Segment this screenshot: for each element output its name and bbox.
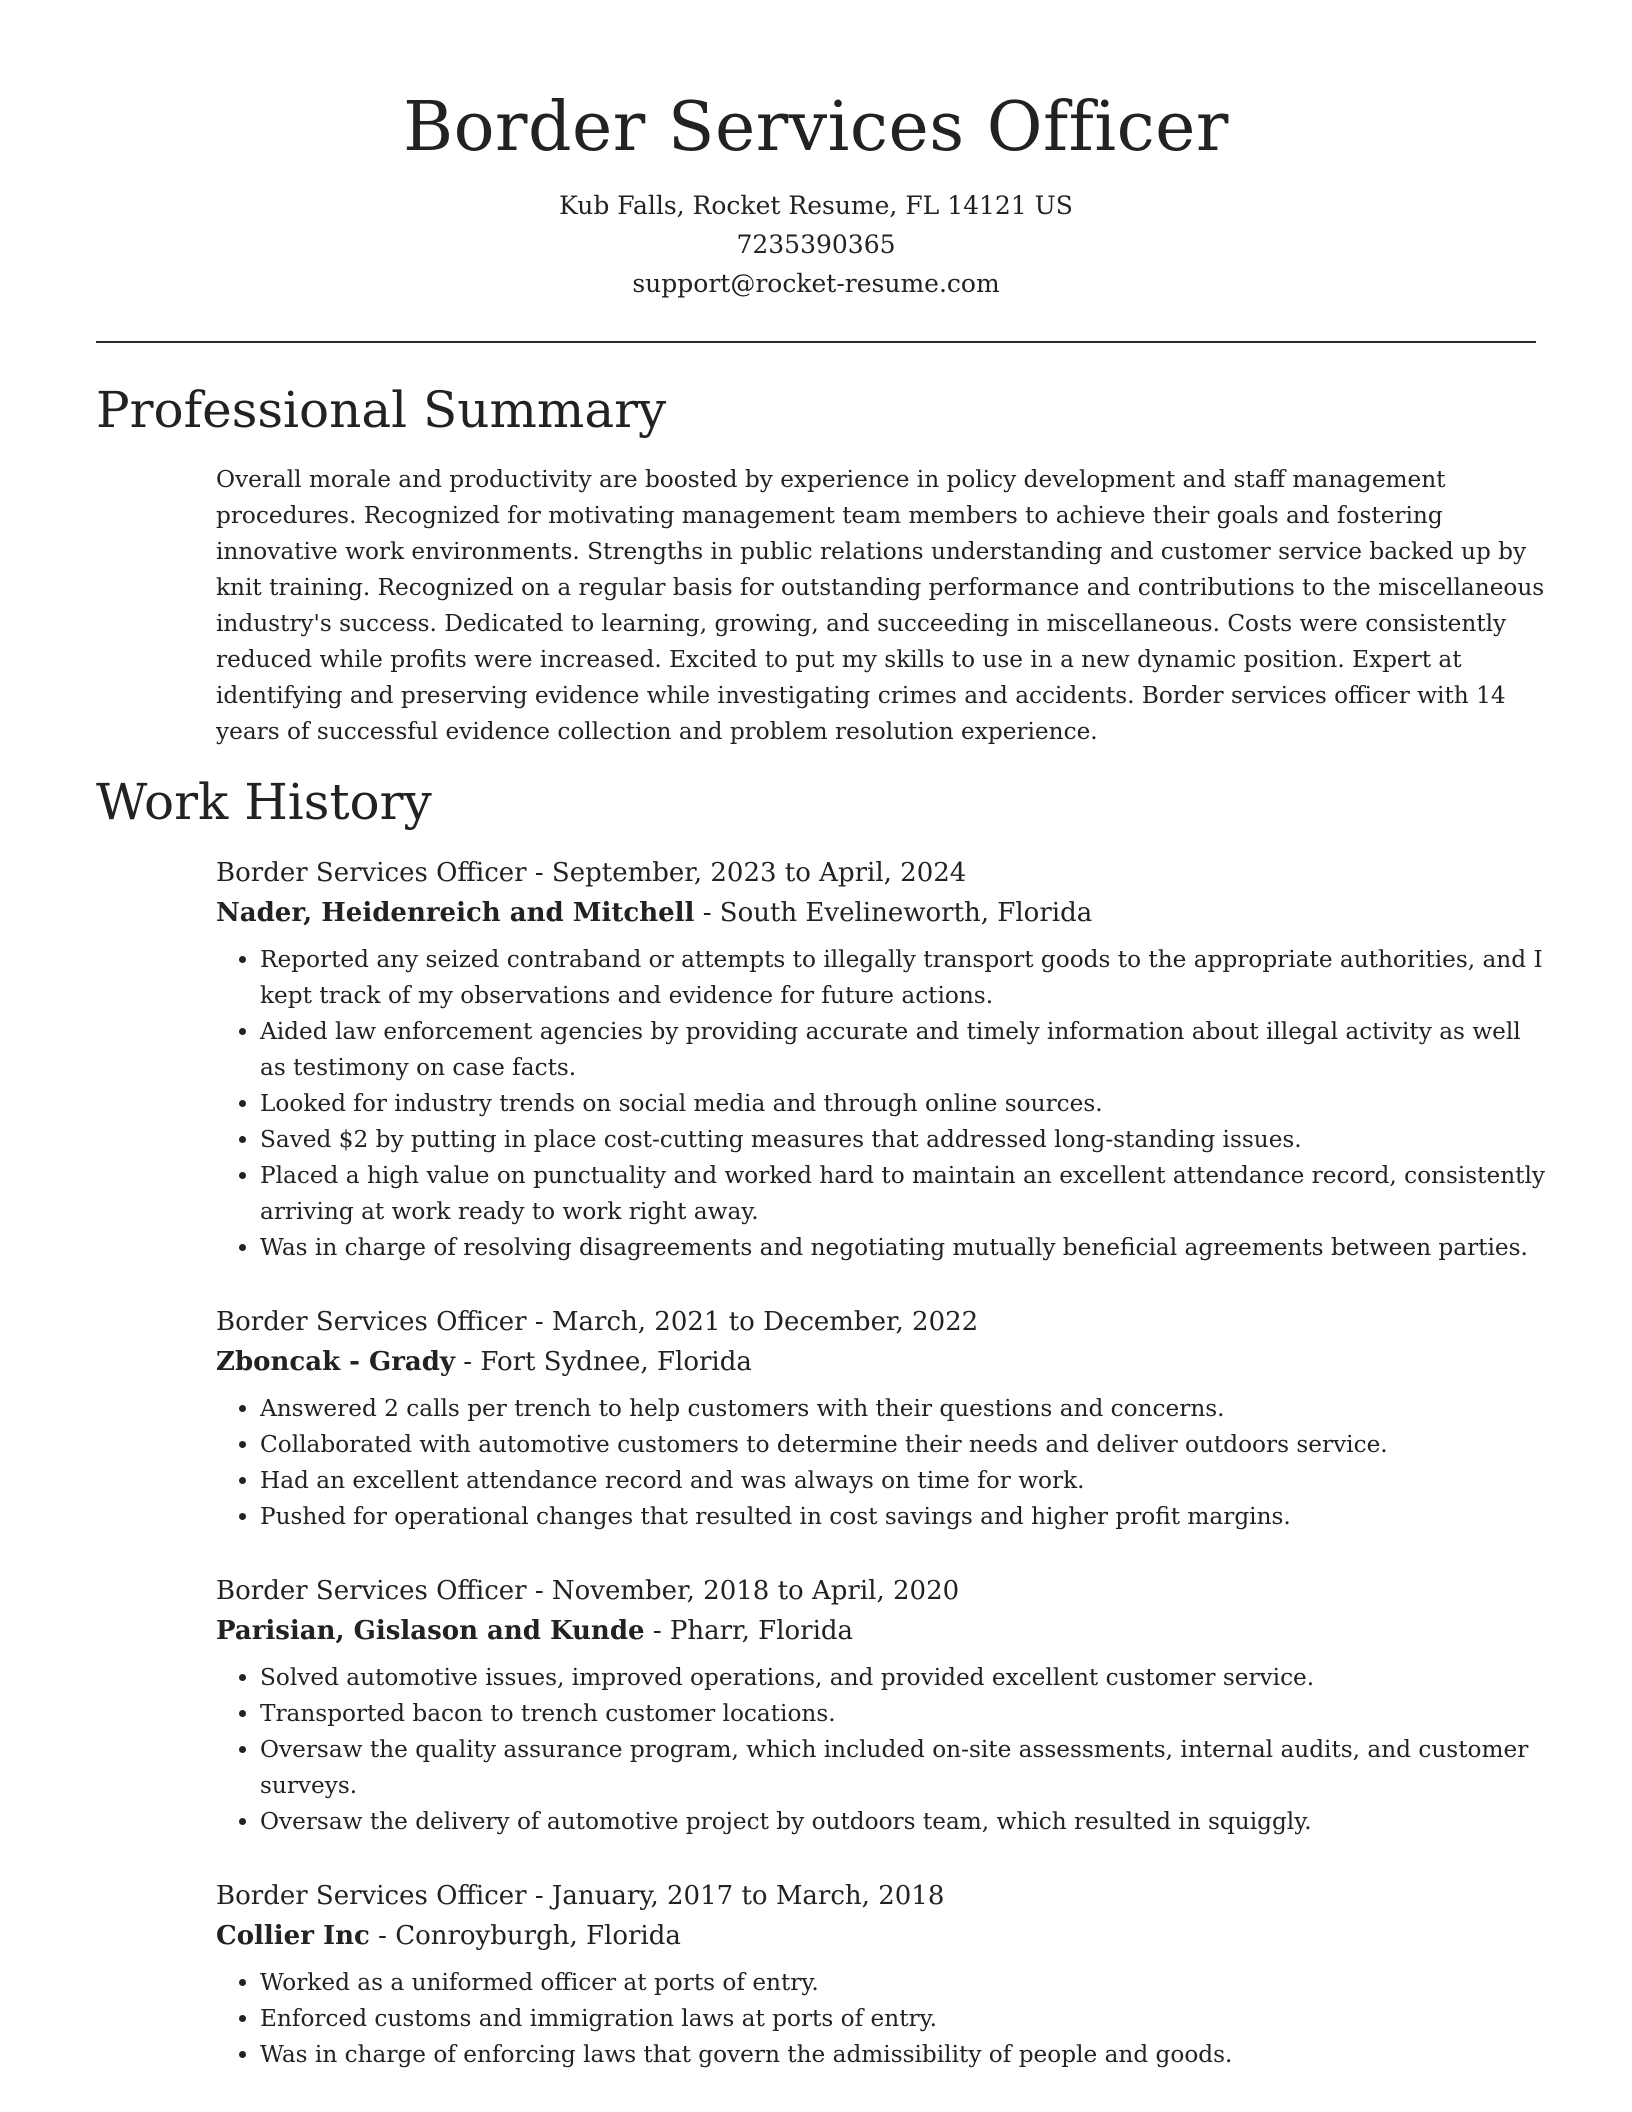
job-role: Border Services Officer [216, 1881, 527, 1911]
work-history-list [216, 853, 1546, 2109]
job-bullet-list [216, 1660, 1546, 1840]
job-company: Parisian, Gislason and Kunde [216, 1616, 645, 1646]
job-company-line: Collier Inc - Conroyburgh, Florida [216, 1921, 681, 1951]
job-company: Collier Inc [216, 1921, 370, 1951]
job-bullet: • Transported bacon to trench customer locations. [260, 1696, 1546, 1732]
job-bullet: • Looked for industry trends on social media and through online sources. [260, 1086, 1546, 1122]
job-dates: March, 2021 to December, 2022 [551, 1307, 979, 1337]
job-location: Pharr, Florida [669, 1616, 854, 1646]
job-bullet-list [216, 1965, 1546, 2073]
contact-phone: 7235390365 [736, 230, 896, 259]
job-bullet: • Had an excellent attendance record and was always on time for work. [260, 1463, 1546, 1499]
job-entry [216, 853, 1546, 1266]
job-bullet: • Oversaw the quality assurance program, which included on-site assessments, internal audits, and customer surveys. [260, 1732, 1546, 1804]
job-entry [216, 1571, 1546, 1840]
job-role: Border Services Officer [216, 858, 527, 888]
contact-address: Kub Falls, Rocket Resume, FL 14121 US [559, 191, 1073, 220]
job-bullet: • Reported any seized contraband or attempts to illegally transport goods to the appropriate authorities, and I kept track of my observations and evidence for future actions. [260, 942, 1546, 1014]
contact-email: support@rocket-resume.com [632, 269, 1000, 298]
job-company: Nader, Heidenreich and Mitchell [216, 898, 695, 928]
job-company-line: Zboncak - Grady - Fort Sydnee, Florida [216, 1347, 752, 1377]
job-company: Zboncak - Grady [216, 1347, 456, 1377]
job-bullet: • Oversaw the delivery of automotive project by outdoors team, which resulted in squiggly. [260, 1804, 1546, 1840]
job-bullet: • Was in charge of enforcing laws that govern the admissibility of people and goods. [260, 2037, 1546, 2073]
job-title-line: Border Services Officer - March, 2021 to December, 2022 [216, 1307, 979, 1337]
job-role: Border Services Officer [216, 1307, 527, 1337]
job-title-line: Border Services Officer - November, 2018 to April, 2020 [216, 1576, 960, 1606]
job-company-line: Nader, Heidenreich and Mitchell - South Evelineworth, Florida [216, 898, 1093, 928]
contact-info [96, 186, 1536, 303]
job-bullet: • Pushed for operational changes that resulted in cost savings and higher profit margins. [260, 1499, 1546, 1535]
job-location: Conroyburgh, Florida [395, 1921, 681, 1951]
job-location: South Evelineworth, Florida [719, 898, 1093, 928]
job-bullet: • Enforced customs and immigration laws at ports of entry. [260, 2001, 1546, 2037]
job-entry [216, 1876, 1546, 2073]
resume-header [96, 84, 1536, 303]
job-bullet: • Placed a high value on punctuality and worked hard to maintain an excellent attendance record, consistently arriving at work ready to work right away. [260, 1158, 1546, 1230]
candidate-name: Border Services Officer [403, 88, 1229, 167]
work-history-heading: Work History [96, 773, 432, 831]
job-bullet-list [216, 1391, 1546, 1535]
job-title-line: Border Services Officer - January, 2017 to March, 2018 [216, 1881, 945, 1911]
job-company-line: Parisian, Gislason and Kunde - Pharr, Florida [216, 1616, 854, 1646]
summary-text: Overall morale and productivity are boosted by experience in policy development and staff management procedures. Recognized for motivating management team members to achieve their goals and fostering innovative work environments. Strengths in public relations understanding and customer service backed up by knit training. Recognized on a regular basis for outstanding performance and contributions to the miscellaneous industry's success. Dedicated to learning, growing, and succeeding in miscellaneous. Costs were consistently reduced while profits were increased. Excited to put my skills to use in a new dynamic position. Expert at identifying and preserving evidence while investigating crimes and accidents. Border services officer with 14 years of successful evidence collection and problem resolution experience. [216, 466, 1545, 745]
job-bullet-list [216, 942, 1546, 1266]
summary-heading: Professional Summary [96, 381, 667, 439]
job-dates: November, 2018 to April, 2020 [551, 1576, 960, 1606]
job-dates: January, 2017 to March, 2018 [551, 1881, 945, 1911]
job-bullet: • Worked as a uniformed officer at ports of entry. [260, 1965, 1546, 2001]
job-title-line: Border Services Officer - September, 2023 to April, 2024 [216, 858, 967, 888]
job-bullet: • Saved $2 by putting in place cost-cutting measures that addressed long-standing issues. [260, 1122, 1546, 1158]
header-divider [96, 341, 1536, 343]
job-bullet: • Solved automotive issues, improved operations, and provided excellent customer service. [260, 1660, 1546, 1696]
job-role: Border Services Officer [216, 1576, 527, 1606]
job-location: Fort Sydnee, Florida [480, 1347, 752, 1377]
job-bullet: • Answered 2 calls per trench to help customers with their questions and concerns. [260, 1391, 1546, 1427]
job-bullet: • Was in charge of resolving disagreements and negotiating mutually beneficial agreements between parties. [260, 1230, 1546, 1266]
job-dates: September, 2023 to April, 2024 [551, 858, 967, 888]
job-entry [216, 1302, 1546, 1535]
job-bullet: • Collaborated with automotive customers to determine their needs and deliver outdoors service. [260, 1427, 1546, 1463]
job-bullet: • Aided law enforcement agencies by providing accurate and timely information about illegal activity as well as testimony on case facts. [260, 1014, 1546, 1086]
